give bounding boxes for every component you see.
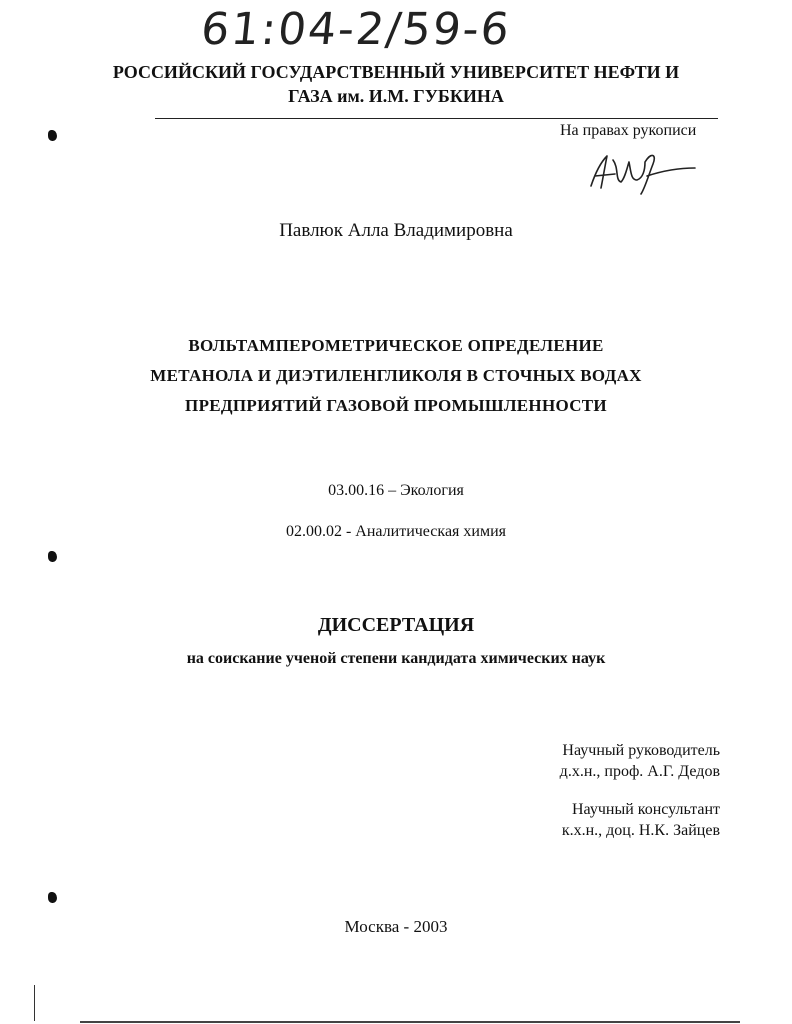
dissertation-title (0, 331, 792, 421)
scan-bottom-line (80, 1021, 740, 1023)
consultant-role: Научный консультант (572, 801, 720, 818)
title-line-2: МЕТАНОЛА И ДИЭТИЛЕНГЛИКОЛЯ В СТОЧНЫХ ВОДАХ (150, 366, 642, 385)
consultant-block (480, 799, 720, 841)
supervisor-role: Научный руководитель (562, 742, 720, 759)
binding-mark (48, 892, 57, 903)
degree-statement: на соискание ученой степени кандидата химических наук (186, 650, 606, 667)
city-year: Москва - 2003 (344, 917, 448, 936)
university-line-2: ГАЗА им. И.М. ГУБКИНА (288, 86, 504, 106)
supervisor-block (480, 740, 720, 782)
supervisor-name: д.х.н., проф. А.Г. Дедов (559, 763, 720, 780)
rights-notice: На правах рукописи (560, 122, 697, 139)
university-header (0, 60, 792, 108)
title-line-3: ПРЕДПРИЯТИЙ ГАЗОВОЙ ПРОМЫШЛЕННОСТИ (185, 396, 607, 415)
consultant-name: к.х.н., доц. Н.К. Зайцев (561, 822, 720, 839)
author-signature (585, 148, 700, 198)
scan-edge-line (34, 985, 35, 1021)
handwritten-archive-code: 61:04-2/59-6 (198, 4, 514, 55)
author-name: Павлюк Алла Владимировна (279, 220, 513, 241)
university-line-1: РОССИЙСКИЙ ГОСУДАРСТВЕННЫЙ УНИВЕРСИТЕТ НЕФТИ И (112, 62, 680, 82)
binding-mark (48, 551, 57, 562)
header-divider (155, 118, 718, 119)
document-type: ДИССЕРТАЦИЯ (317, 614, 475, 636)
title-line-1: ВОЛЬТАМПЕРОМЕТРИЧЕСКОЕ ОПРЕДЕЛЕНИЕ (188, 336, 604, 355)
specialty-analytical-chemistry: 02.00.02 - Аналитическая химия (285, 523, 507, 540)
specialty-ecology: 03.00.16 – Экология (328, 482, 464, 499)
binding-mark (48, 130, 57, 141)
